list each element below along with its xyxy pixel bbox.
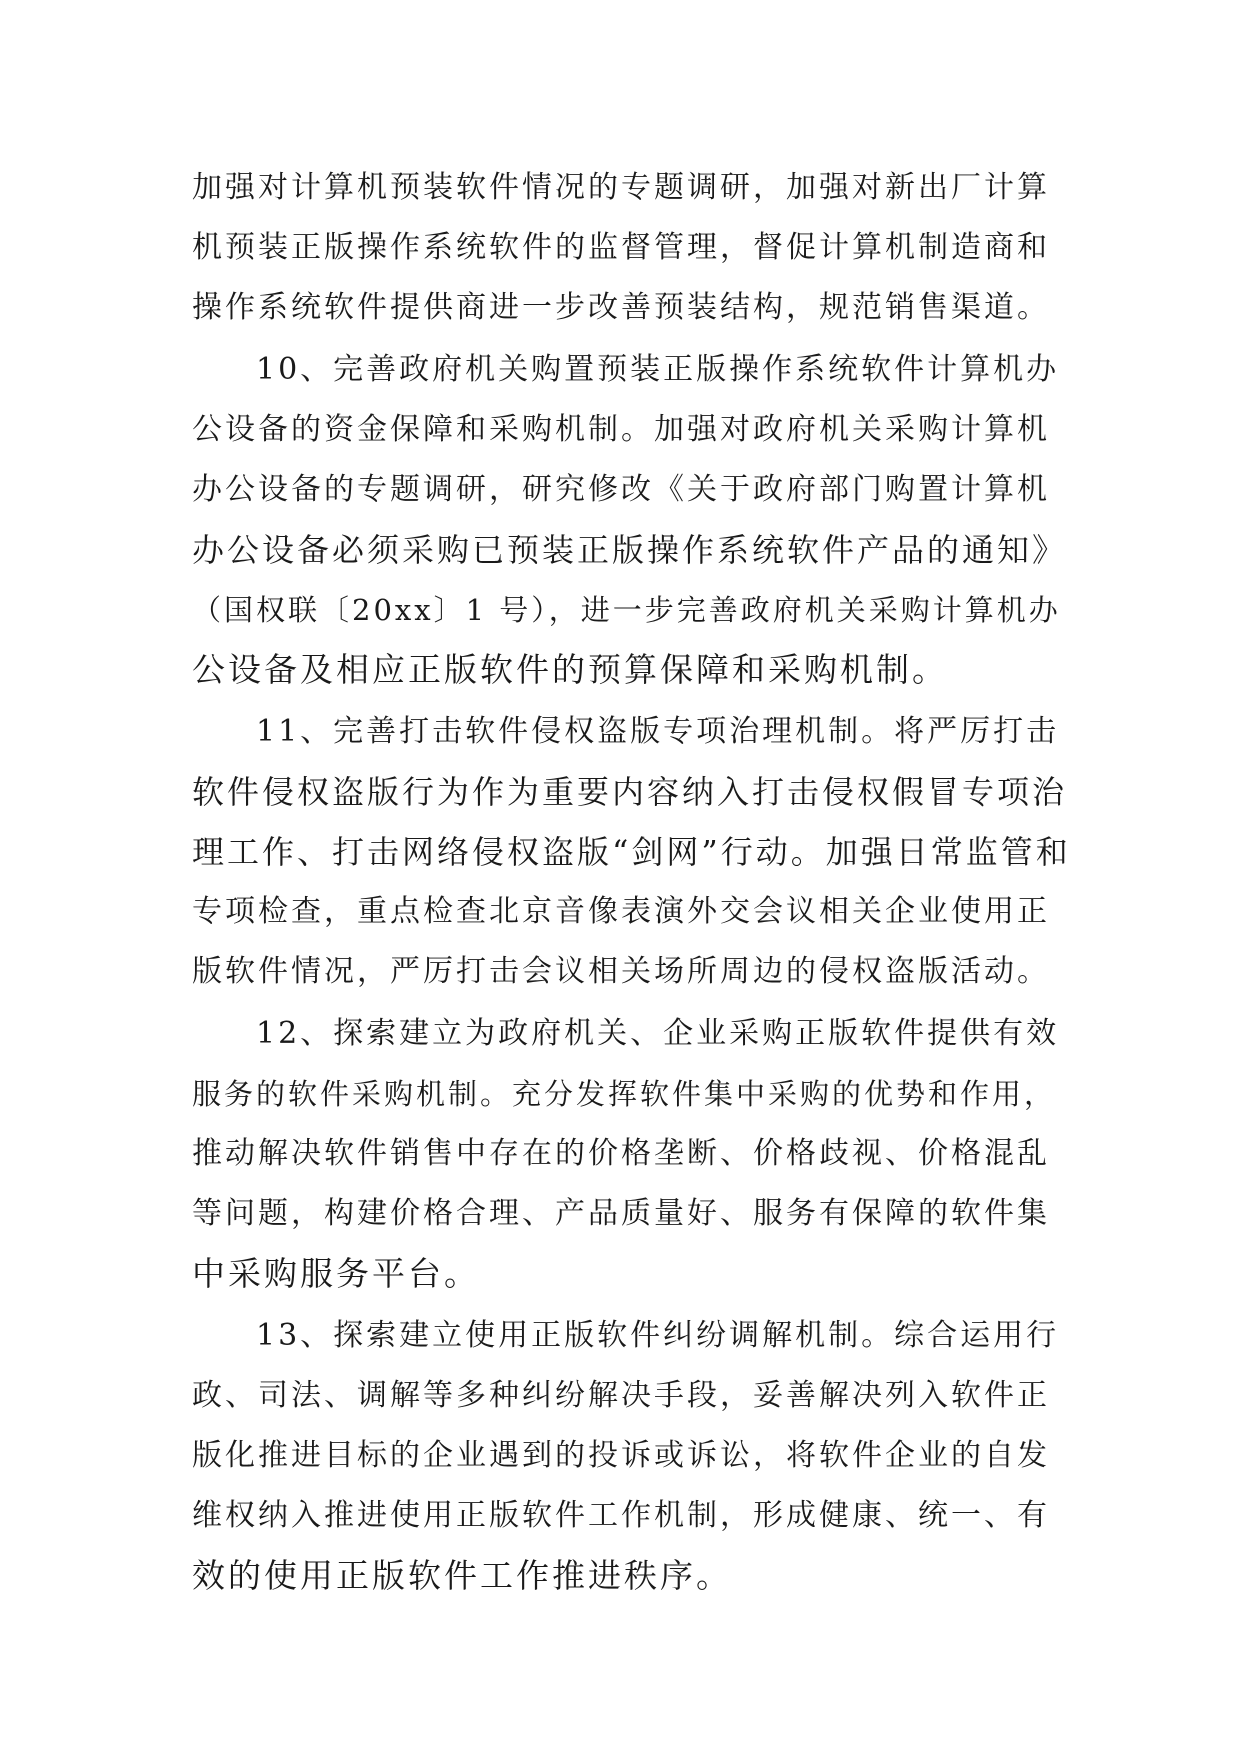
body-text-line: （国权联〔20xx〕1 号），进一步完善政府机关采购计算机办 <box>192 593 1061 627</box>
body-text-line: 版软件情况，严厉打击会议相关场所周边的侵权盗版活动。 <box>192 954 1050 989</box>
body-text-line: 加强对计算机预装软件情况的专题调研，加强对新出厂计算 <box>192 170 1050 205</box>
body-text-line: 等问题，构建价格合理、产品质量好、服务有保障的软件集 <box>192 1196 1050 1231</box>
paragraph-10-first-line: 10、完善政府机关购置预装正版操作系统软件计算机办 <box>256 352 1060 387</box>
body-text-line: 推动解决软件销售中存在的价格垄断、价格歧视、价格混乱 <box>192 1136 1050 1171</box>
body-text-line: 机预装正版操作系统软件的监督管理，督促计算机制造商和 <box>192 230 1050 265</box>
body-text-line: 公设备的资金保障和采购机制。加强对政府机关采购计算机 <box>192 412 1050 447</box>
paragraph-12-first-line: 12、探索建立为政府机关、企业采购正版软件提供有效 <box>256 1016 1060 1051</box>
body-text-line: 专项检查，重点检查北京音像表演外交会议相关企业使用正 <box>192 894 1050 929</box>
paragraph-11-first-line: 11、完善打击软件侵权盗版专项治理机制。将严厉打击 <box>256 714 1060 749</box>
body-text-line: 理工作、打击网络侵权盗版“剑网”行动。加强日常监管和 <box>192 833 1071 871</box>
body-text-line: 维权纳入推进使用正版软件工作机制，形成健康、统一、有 <box>192 1498 1050 1533</box>
body-text-line: 版化推进目标的企业遇到的投诉或诉讼，将软件企业的自发 <box>192 1438 1050 1473</box>
body-text-line: 效的使用正版软件工作推进秩序。 <box>192 1556 732 1595</box>
body-text-line: 办公设备的专题调研，研究修改《关于政府部门购置计算机 <box>192 472 1050 507</box>
body-text-line: 政、司法、调解等多种纠纷解决手段，妥善解决列入软件正 <box>192 1378 1050 1413</box>
body-text-line: 公设备及相应正版软件的预算保障和采购机制。 <box>192 650 948 689</box>
body-text-line: 办公设备必须采购已预装正版操作系统软件产品的通知》 <box>192 531 1068 569</box>
body-text-line: 操作系统软件提供商进一步改善预装结构，规范销售渠道。 <box>192 290 1050 325</box>
paragraph-13-first-line: 13、探索建立使用正版软件纠纷调解机制。综合运用行 <box>256 1318 1060 1353</box>
body-text-line: 中采购服务平台。 <box>192 1254 480 1293</box>
body-text-line: 服务的软件采购机制。充分发挥软件集中采购的优势和作用， <box>192 1077 1057 1111</box>
body-text-line: 软件侵权盗版行为作为重要内容纳入打击侵权假冒专项治 <box>192 773 1068 811</box>
